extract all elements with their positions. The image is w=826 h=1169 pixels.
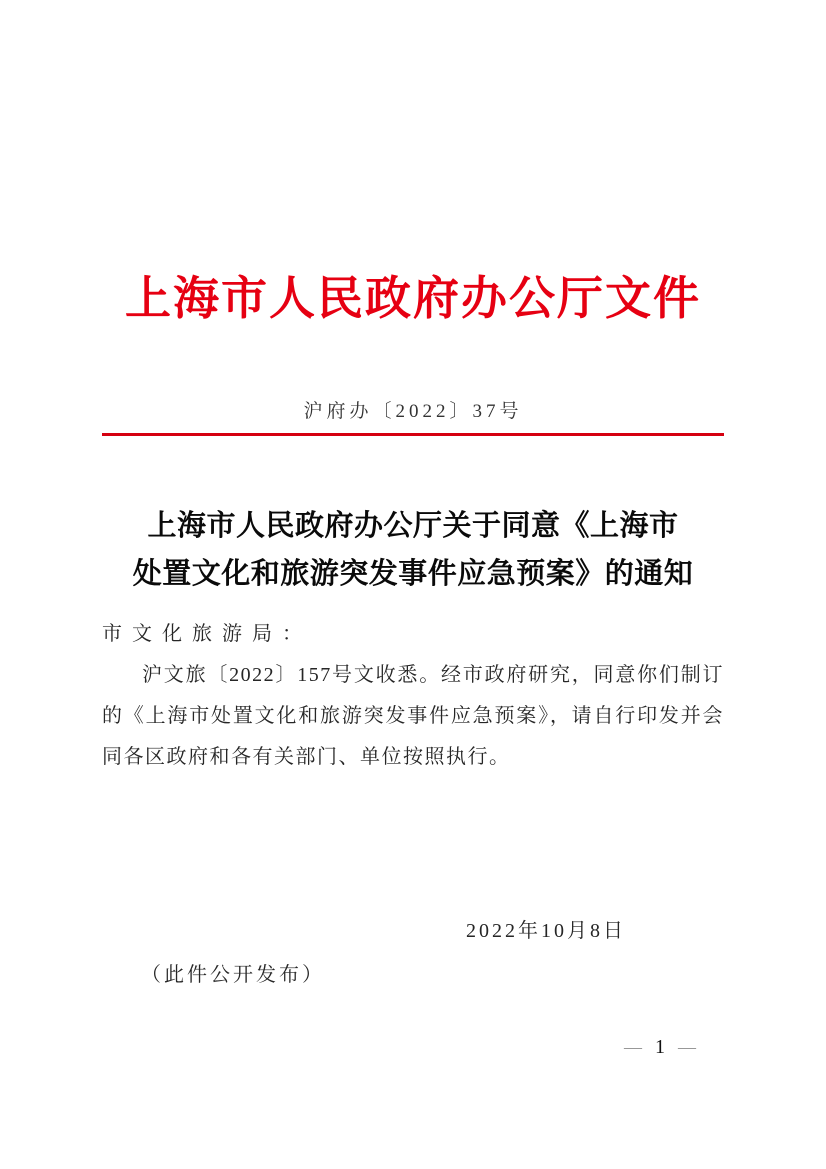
addressee: 市文化旅游局： [102, 623, 312, 645]
page-number: 1 [655, 1036, 665, 1058]
red-divider-line [102, 433, 724, 436]
document-body [102, 614, 724, 778]
body-paragraph: 沪文旅〔2022〕157号文收悉。经市政府研究，同意你们制订的《上海市处置文化和旅游突发事件应急预案》，请自行印发并会同各区政府和各有关部门、单位按照执行。 [102, 664, 724, 768]
document-title-line-1: 上海市人民政府办公厅关于同意《上海市 [147, 510, 679, 542]
page-footer [610, 1034, 710, 1060]
issue-date: 2022年10月8日 [466, 920, 626, 942]
document-title [0, 502, 826, 598]
document-title-line-2: 处置文化和旅游突发事件应急预案》的通知 [132, 558, 694, 590]
page-number-left-dash: — [624, 1037, 642, 1057]
document-masthead-title: 上海市人民政府办公厅文件 [125, 273, 701, 324]
document-number: 沪府办〔2022〕37号 [303, 401, 523, 422]
page-number-right-dash: — [678, 1037, 696, 1057]
public-release-note: （此件公开发布） [141, 964, 325, 986]
